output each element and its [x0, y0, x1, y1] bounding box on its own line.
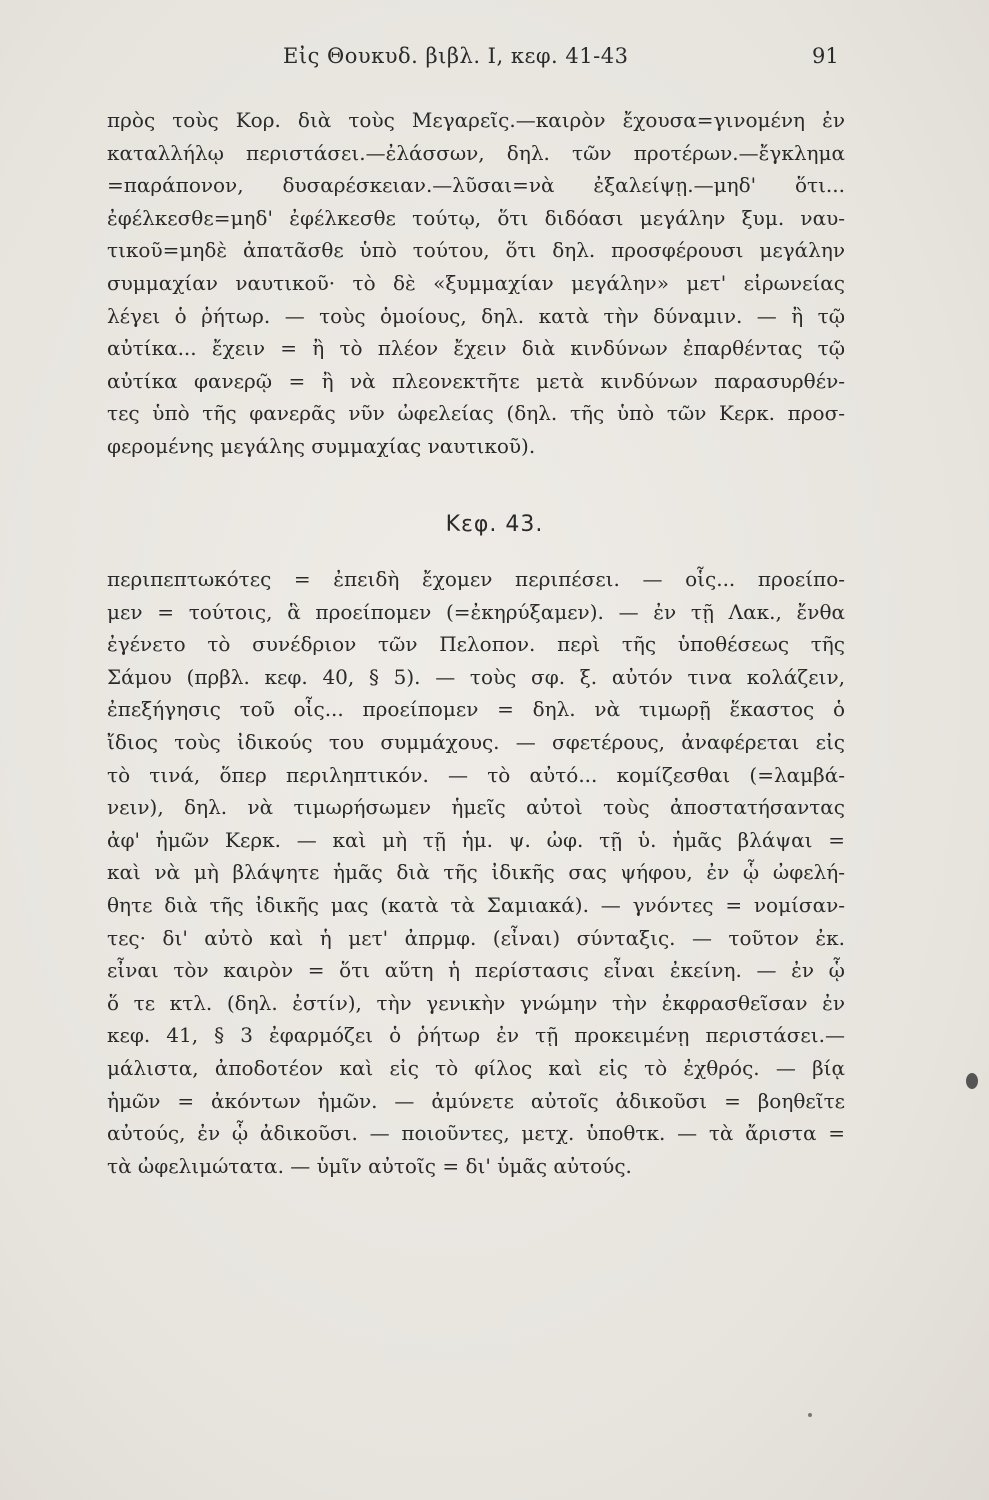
text-line: ἀφ' ἡμῶν Κερκ. — καὶ μὴ τῇ ἡμ. ψ. ὠφ. τῇ ὑ. ἡμᾶς βλάψαι =: [107, 827, 845, 852]
page-header: [0, 44, 989, 84]
text-line: καταλλήλῳ περιστάσει.—ἐλάσσων, δηλ. τῶν προτέρων.—ἔγκλημα: [107, 140, 845, 165]
text-line: τες ὑπὸ τῆς φανερᾶς νῦν ὠφελείας (δηλ. τῆς ὑπὸ τῶν Κερκ. προσ-: [107, 401, 845, 426]
text-line: =παράπονον, δυσαρέσκειαν.—λῦσαι=νὰ ἐξαλείψῃ.—μηδ' ὅτι...: [107, 173, 845, 198]
text-line: αὐτούς, ἐν ᾧ ἀδικοῦσι. — ποιοῦντες, μετχ. ὑποθτκ. — τὰ ἄριστα =: [107, 1121, 845, 1146]
text-line: ἐπεξήγησις τοῦ οἷς... προείπομεν = δηλ. νὰ τιμωρῇ ἕκαστος ὁ: [107, 697, 845, 722]
text-line: περιπεπτωκότες = ἐπειδὴ ἔχομεν περιπέσει. — οἷς... προείπο-: [107, 567, 845, 591]
text-line: κεφ. 41, § 3 ἐφαρμόζει ὁ ῥήτωρ ἐν τῇ προκειμένῃ περιστάσει.—: [107, 1023, 845, 1048]
ink-spot: [966, 1073, 978, 1089]
text-line: θητε διὰ τῆς ἰδικῆς μας (κατὰ τὰ Σαμιακά). — γνόντες = νομίσαν-: [107, 892, 845, 917]
text-line: πρὸς τοὺς Κορ. διὰ τοὺς Μεγαρεῖς.—καιρὸν ἔχουσα=γινομένη ἐν: [107, 108, 845, 132]
text-line: ἐφέλκεσθε=μηδ' ἐφέλκεσθε τούτῳ, ὅτι διδόασι μεγάλην ξυμ. ναυ-: [107, 205, 845, 230]
text-line: ἡμῶν = ἀκόντων ἡμῶν. — ἀμύνετε αὐτοῖς ἀδικοῦσι = βοηθεῖτε: [107, 1088, 845, 1113]
text-line: μάλιστα, ἀποδοτέον καὶ εἰς τὸ φίλος καὶ εἰς τὸ ἐχθρός. — βίᾳ: [107, 1055, 845, 1080]
text-line: τες· δι' αὐτὸ καὶ ἡ μετ' ἀπρμφ. (εἶναι) σύνταξις. — τοῦτον ἐκ.: [107, 925, 845, 950]
text-line: μεν = τούτοις, ἃ προείπομεν (=ἐκηρύξαμεν). — ἐν τῇ Λακ., ἔνθα: [107, 599, 845, 624]
text-line: ἐγένετο τὸ συνέδριον τῶν Πελοπον. περὶ τῆς ὑποθέσεως τῆς: [107, 632, 845, 657]
text-line: τικοῦ=μηδὲ ἀπατᾶσθε ὑπὸ τούτου, ὅτι δηλ. προσφέρουσι μεγάλην: [107, 238, 845, 263]
text-line: φερομένης μεγάλης συμμαχίας ναυτικοῦ).: [107, 433, 536, 458]
running-title: Εἰς Θουκυδ. βιβλ. Ι, κεφ. 41-43: [283, 44, 629, 68]
text-line: ἴδιος τοὺς ἰδικούς του συμμάχους. — σφετέρους, ἀναφέρεται εἰς: [107, 729, 845, 754]
text-line: Σάμου (πρβλ. κεφ. 40, § 5). — τοὺς σφ. ξ. αὐτόν τινα κολάζειν,: [107, 664, 845, 689]
text-line: τὸ τινά, ὅπερ περιληπτικόν. — τὸ αὐτό... κομίζεσθαι (=λαμβά-: [107, 762, 845, 787]
text-line: τὰ ὠφελιμώτατα. — ὑμῖν αὐτοῖς = δι' ὑμᾶς αὐτούς.: [107, 1153, 632, 1178]
commentary-block-top: [107, 104, 845, 463]
text-line: καὶ νὰ μὴ βλάψητε ἡμᾶς διὰ τῆς ἰδικῆς σας ψήφου, ἐν ᾧ ὠφελή-: [107, 860, 845, 885]
chapter-heading: Κεφ. 43.: [445, 512, 544, 537]
text-line: νειν), δηλ. νὰ τιμωρήσωμεν ἡμεῖς αὐτοὶ τοὺς ἀποστατήσαντας: [107, 795, 845, 820]
text-line: συμμαχίαν ναυτικοῦ· τὸ δὲ «ξυμμαχίαν μεγάλην» μετ' εἰρωνείας: [107, 270, 845, 295]
commentary-block-main: [107, 563, 845, 1182]
paper-speck: [808, 1413, 812, 1417]
text-line: λέγει ὁ ῥήτωρ. — τοὺς ὁμοίους, δηλ. κατὰ τὴν δύναμιν. — ἢ τῷ: [107, 303, 845, 328]
text-line: ὅ τε κτλ. (δηλ. ἐστίν), τὴν γενικὴν γνώμην τὴν ἐκφρασθεῖσαν ἐν: [107, 990, 845, 1015]
text-line: αὐτίκα φανερῷ = ἢ νὰ πλεονεκτῆτε μετὰ κινδύνων παρασυρθέν-: [107, 368, 845, 393]
page-number: 91: [812, 44, 839, 68]
text-line: αὐτίκα... ἔχειν = ἢ τὸ πλέον ἔχειν διὰ κινδύνων ἐπαρθέντας τῷ: [107, 336, 845, 361]
text-line: εἶναι τὸν καιρὸν = ὅτι αὕτη ἡ περίστασις εἶναι ἐκείνη. — ἐν ᾧ: [107, 958, 845, 983]
